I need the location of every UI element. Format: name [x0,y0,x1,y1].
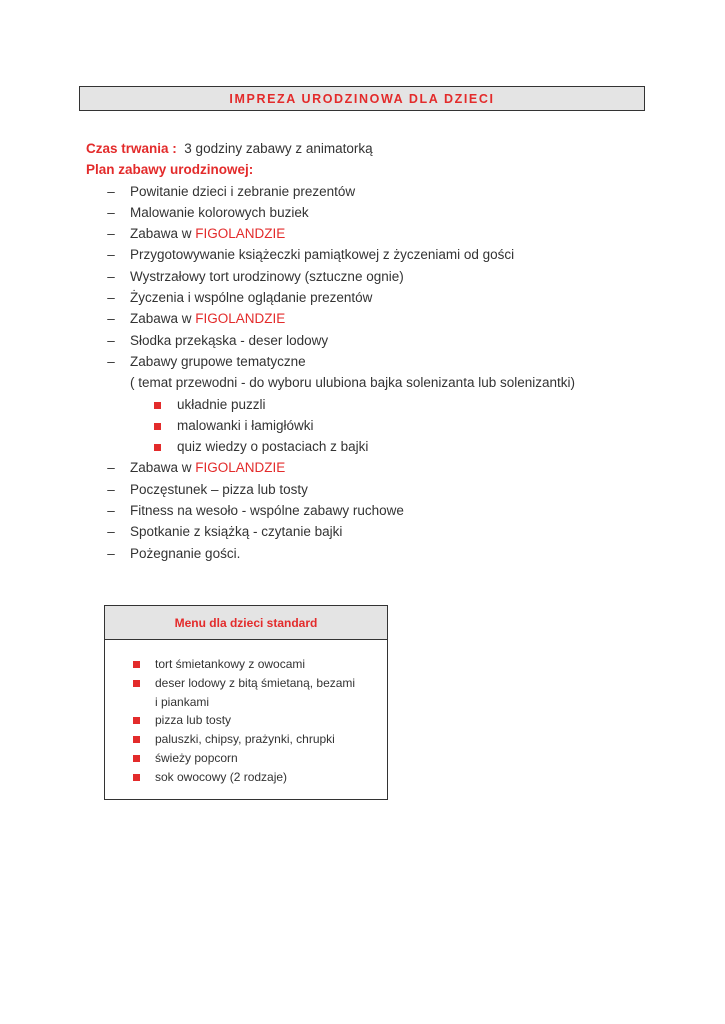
menu-item [105,768,387,787]
list-item [86,287,646,308]
dash-bullet-icon: – [107,311,115,327]
list-item-text: Fitness na wesoło - wspólne zabawy ruchowe [130,503,404,519]
square-bullet-icon [133,661,140,668]
list-item-text: Zabawa w [130,460,196,476]
dash-bullet-icon: – [107,332,115,348]
menu-item-text: deser lodowy z bitą śmietaną, bezami [155,675,356,690]
list-item-highlight: FIGOLANDZIE [195,311,286,327]
list-item-text: Spotkanie z książką - czytanie bajki [130,524,343,540]
list-item [86,202,646,223]
square-bullet-icon [133,736,140,743]
square-bullet-icon [133,717,140,724]
menu-item-text: sok owocowy (2 rodzaje) [155,769,288,784]
list-item-text: Wystrzałowy tort urodzinowy (sztuczne ognie) [130,268,404,284]
document-body [86,138,646,564]
menu-item [105,655,387,674]
themed-note: ( temat przewodni - do wyboru ulubiona bajka solenizanta lub solenizantki) [130,375,575,391]
list-item [86,223,646,244]
menu-item [105,749,387,768]
list-item-highlight: FIGOLANDZIE [195,460,286,476]
list-item [86,521,646,542]
square-bullet-icon [133,680,140,687]
title-box [79,86,645,111]
menu-item [105,711,387,730]
list-item-text: Poczęstunek – pizza lub tosty [130,481,308,497]
list-item [86,266,646,287]
menu-item-continuation: i piankami [155,694,210,709]
themed-list [86,394,646,458]
plan-list-after [86,457,646,563]
menu-item-text: tort śmietankowy z owocami [155,657,306,671]
list-item-text: Przygotowywanie książeczki pamiątkowej z życzeniami od gości [130,247,515,263]
sub-list-item-text: quiz wiedzy o postaciach z bajki [177,439,369,455]
dash-bullet-icon: – [107,204,115,220]
duration-line [86,138,646,159]
list-item-text: Życzenia i wspólne oglądanie prezentów [130,290,373,306]
dash-bullet-icon: – [107,460,115,476]
plan-list [86,181,646,373]
page-title: IMPREZA URODZINOWA DLA DZIECI [229,91,495,106]
sub-list-item-text: układnie puzzli [177,396,266,412]
dash-bullet-icon: – [107,290,115,306]
list-item-text: Malowanie kolorowych buziek [130,204,309,220]
menu-item [105,674,387,693]
dash-bullet-icon: – [107,268,115,284]
list-item [86,351,646,372]
list-item [86,500,646,521]
list-item [86,308,646,329]
menu-header [105,606,387,640]
list-item-text: Pożegnanie gości. [130,545,241,561]
dash-bullet-icon: – [107,545,115,561]
menu-title: Menu dla dzieci standard [174,615,318,630]
list-item [86,479,646,500]
square-bullet-icon [133,774,140,781]
sub-list-item [86,394,646,415]
sub-list-item-text: malowanki i łamigłówki [177,417,314,433]
list-item [86,543,646,564]
list-item [86,181,646,202]
dash-bullet-icon: – [107,524,115,540]
dash-bullet-icon: – [107,353,115,369]
square-bullet-icon [154,444,161,451]
square-bullet-icon [154,423,161,430]
duration-value: 3 godziny zabawy z animatorką [184,141,373,156]
dash-bullet-icon: – [107,247,115,263]
menu-item [105,730,387,749]
list-item-text: Zabawa w [130,226,196,242]
sub-list-item [86,436,646,457]
sub-list-item [86,415,646,436]
duration-label: Czas trwania : [86,141,177,156]
menu-item-text: pizza lub tosty [155,713,232,728]
list-item [86,457,646,478]
list-item-text: Słodka przekąska - deser lodowy [130,332,329,348]
menu-item-text: świeży popcorn [155,750,238,765]
list-item [86,330,646,351]
menu-box [104,605,388,800]
dash-bullet-icon: – [107,503,115,519]
list-item-text: Powitanie dzieci i zebranie prezentów [130,183,356,199]
menu-item-text: paluszki, chipsy, prażynki, chrupki [155,732,335,747]
plan-heading: Plan zabawy urodzinowej: [86,162,254,178]
menu-list [105,640,387,787]
dash-bullet-icon: – [107,226,115,242]
list-item [86,244,646,265]
square-bullet-icon [154,402,161,409]
square-bullet-icon [133,755,140,762]
list-item-text: Zabawa w [130,311,196,327]
list-item-text: Zabawy grupowe tematyczne [130,353,306,369]
dash-bullet-icon: – [107,481,115,497]
list-item-highlight: FIGOLANDZIE [195,226,286,242]
dash-bullet-icon: – [107,183,115,199]
